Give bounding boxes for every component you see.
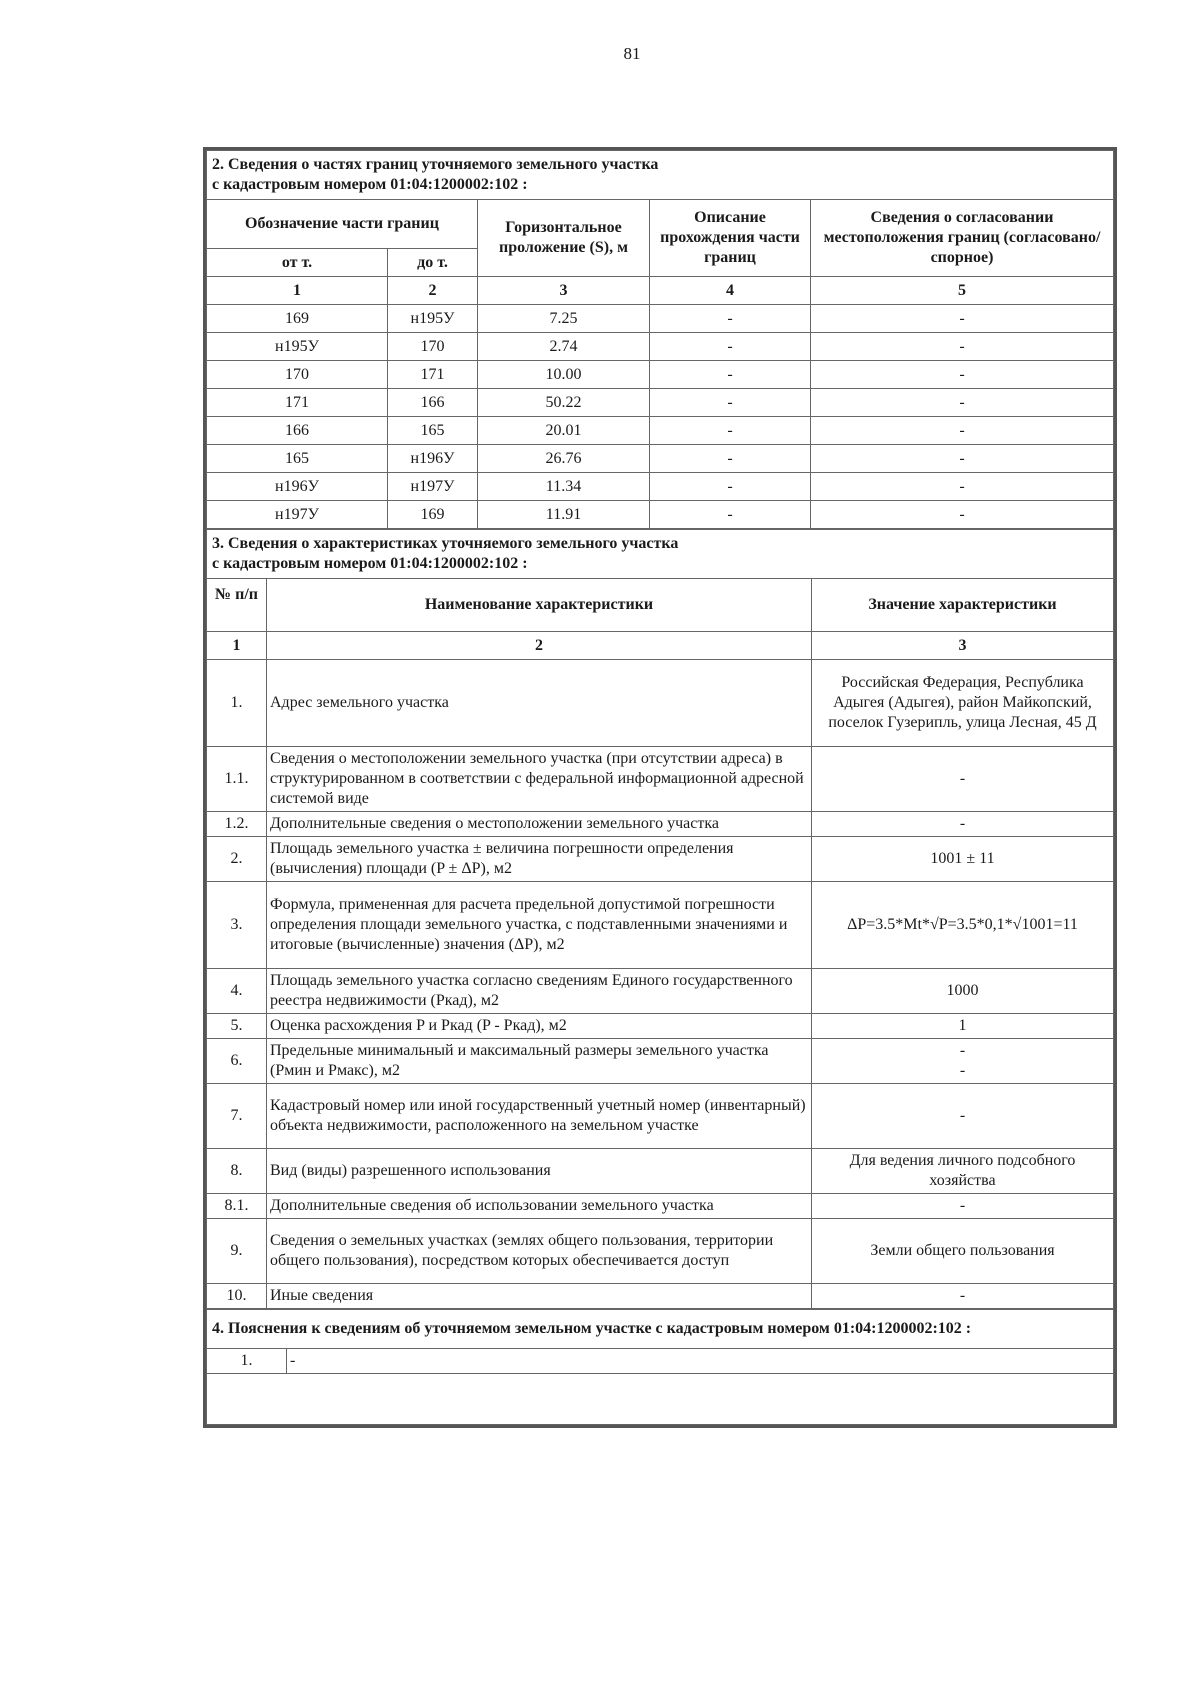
cell-num: 1.1.: [207, 747, 267, 812]
col-number: 2: [267, 632, 812, 660]
cell-to: 169: [388, 501, 478, 529]
col-number: 5: [811, 277, 1114, 305]
section2-title: [207, 151, 1114, 200]
cell-num: 10.: [207, 1284, 267, 1309]
header-horizontal: Горизонтальное проложение (S), м: [478, 200, 650, 277]
header-designation: Обозначение части границ: [207, 200, 478, 249]
cell-from: 171: [207, 389, 388, 417]
cell-num: 3.: [207, 882, 267, 969]
cell-s: 50.22: [478, 389, 650, 417]
cell-s: 7.25: [478, 305, 650, 333]
cell-from: н196У: [207, 473, 388, 501]
cell-value: ΔP=3.5*Mt*√P=3.5*0,1*√1001=11: [812, 882, 1114, 969]
cell-value: Российская Федерация, Республика Адыгея (Адыгея), район Майкопский, поселок Гузерипль, улица Лесная, 45 Д: [812, 660, 1114, 747]
cell-name: Вид (виды) разрешенного использования: [267, 1149, 812, 1194]
cell-agr: -: [811, 389, 1114, 417]
table-row: [207, 812, 1114, 837]
cell-s: 26.76: [478, 445, 650, 473]
cell-from: 170: [207, 361, 388, 389]
cell-name: Площадь земельного участка ± величина погрешности определения (вычисления) площади (P ± ΔP), м2: [267, 837, 812, 882]
table-row: [207, 361, 1114, 389]
cell-desc: -: [650, 501, 811, 529]
cell-to: н195У: [388, 305, 478, 333]
col-number: 4: [650, 277, 811, 305]
cell-name: Формула, примененная для расчета предельной допустимой погрешности определения площади земельного участка, с подставленными значениями и итоговые (вычисленные) значения (ΔP), м2: [267, 882, 812, 969]
cell-agr: -: [811, 417, 1114, 445]
table-row: [207, 389, 1114, 417]
cell-num: 8.: [207, 1149, 267, 1194]
table-row: [207, 882, 1114, 969]
table-row: [207, 660, 1114, 747]
cell-num: 9.: [207, 1219, 267, 1284]
cell-value-min: -: [959, 1042, 966, 1059]
cell-name: Предельные минимальный и максимальный размеры земельного участка (Pмин и Pмакс), м2: [267, 1039, 812, 1084]
header-agreement: Сведения о согласовании местоположения границ (согласовано/спорное): [811, 200, 1114, 277]
table-row: [207, 747, 1114, 812]
cell-from: 166: [207, 417, 388, 445]
table-row: [207, 1084, 1114, 1149]
table-row: [207, 1284, 1114, 1309]
col-number: 1: [207, 277, 388, 305]
table-row: [207, 837, 1114, 882]
cell-name: Дополнительные сведения об использовании земельного участка: [267, 1194, 812, 1219]
cell-from: н195У: [207, 333, 388, 361]
table-row: [207, 333, 1114, 361]
table-row: [207, 1149, 1114, 1194]
cell-s: 10.00: [478, 361, 650, 389]
table-row: [207, 969, 1114, 1014]
section2-title-line2: с кадастровым номером 01:04:1200002:102 :: [212, 176, 528, 193]
header-from: от т.: [207, 249, 388, 277]
cell-agr: -: [811, 361, 1114, 389]
cell-to: 165: [388, 417, 478, 445]
cell-name: Оценка расхождения P и Pкад (P - Pкад), м2: [267, 1014, 812, 1039]
cell-name: Иные сведения: [267, 1284, 812, 1309]
cell-value-max: -: [959, 1062, 966, 1079]
cell-desc: -: [650, 305, 811, 333]
cell-name: Адрес земельного участка: [267, 660, 812, 747]
cell-value: Земли общего пользования: [812, 1219, 1114, 1284]
cell-desc: -: [650, 361, 811, 389]
section4-title: 4. Пояснения к сведениям об уточняемом земельном участке с кадастровым номером 01:04:1200002:102 :: [207, 1310, 1114, 1349]
table-row: [207, 473, 1114, 501]
col-number: 3: [478, 277, 650, 305]
header-to: до т.: [388, 249, 478, 277]
cell-value: -: [812, 747, 1114, 812]
cell-num: 6.: [207, 1039, 267, 1084]
cell-desc: -: [650, 333, 811, 361]
cell-agr: -: [811, 333, 1114, 361]
cell-value: -: [812, 1084, 1114, 1149]
cadastral-document: [203, 147, 1117, 1428]
table-row: [207, 1194, 1114, 1219]
cell-desc: -: [650, 417, 811, 445]
cell-value: -: [812, 1284, 1114, 1309]
cell-name: Дополнительные сведения о местоположении земельного участка: [267, 812, 812, 837]
cell-num: 1.2.: [207, 812, 267, 837]
table-row: [207, 501, 1114, 529]
cell-to: н196У: [388, 445, 478, 473]
cell-value: 1000: [812, 969, 1114, 1014]
cell-to: 166: [388, 389, 478, 417]
cell-from: 169: [207, 305, 388, 333]
cell-value: Для ведения личного подсобного хозяйства: [812, 1149, 1114, 1194]
header-name: Наименование характеристики: [267, 579, 812, 632]
cell-num: 5.: [207, 1014, 267, 1039]
cell-to: 171: [388, 361, 478, 389]
cell-desc: -: [650, 473, 811, 501]
cell-value: -: [812, 812, 1114, 837]
section2-table: [206, 150, 1114, 529]
cell-num: 7.: [207, 1084, 267, 1149]
cell-value: 1001 ± 11: [812, 837, 1114, 882]
cell-value: -: [812, 1194, 1114, 1219]
cell-name: Площадь земельного участка согласно сведениям Единого государственного реестра недвижимости (Pкад), м2: [267, 969, 812, 1014]
cell-desc: -: [650, 389, 811, 417]
col-number: 3: [812, 632, 1114, 660]
cell-to: н197У: [388, 473, 478, 501]
section3-title: [207, 530, 1114, 579]
table-row: [207, 305, 1114, 333]
empty-row: [207, 1374, 1114, 1425]
cell-value: 1: [812, 1014, 1114, 1039]
cell-from: н197У: [207, 501, 388, 529]
header-description: Описание прохождения части границ: [650, 200, 811, 277]
table-row: [207, 445, 1114, 473]
cell-s: 2.74: [478, 333, 650, 361]
section2-title-line1: 2. Сведения о частях границ уточняемого земельного участка: [212, 156, 659, 173]
cell-agr: -: [811, 305, 1114, 333]
section3-title-line2: с кадастровым номером 01:04:1200002:102 :: [212, 555, 528, 572]
cell-desc: -: [650, 445, 811, 473]
table-row: [207, 1014, 1114, 1039]
cell-agr: -: [811, 501, 1114, 529]
cell-num: 1.: [207, 660, 267, 747]
cell-to: 170: [388, 333, 478, 361]
section3-title-line1: 3. Сведения о характеристиках уточняемого земельного участка: [212, 535, 679, 552]
header-num: № п/п: [207, 579, 267, 632]
page-number: 81: [623, 44, 641, 63]
col-number: 1: [207, 632, 267, 660]
cell-s: 11.34: [478, 473, 650, 501]
cell-text: -: [287, 1349, 1114, 1374]
cell-s: 11.91: [478, 501, 650, 529]
cell-agr: -: [811, 445, 1114, 473]
cell-num: 1.: [207, 1349, 287, 1374]
cell-num: 8.1.: [207, 1194, 267, 1219]
section3-table: [206, 529, 1114, 1309]
cell-s: 20.01: [478, 417, 650, 445]
table-row: [207, 1349, 1114, 1374]
cell-name: Кадастровый номер или иной государственный учетный номер (инвентарный) объекта недвижимости, расположенного на земельном участке: [267, 1084, 812, 1149]
cell-name: Сведения о земельных участках (землях общего пользования, территории общего пользования), посредством которых обеспечивается доступ: [267, 1219, 812, 1284]
col-number: 2: [388, 277, 478, 305]
cell-value: [812, 1039, 1114, 1084]
cell-num: 2.: [207, 837, 267, 882]
table-row: [207, 417, 1114, 445]
cell-from: 165: [207, 445, 388, 473]
cell-name: Сведения о местоположении земельного участка (при отсутствии адреса) в структурированном в соответствии с федеральной информационной адресной системой виде: [267, 747, 812, 812]
cell-num: 4.: [207, 969, 267, 1014]
table-row: [207, 1219, 1114, 1284]
section4-table: [206, 1309, 1114, 1425]
table-row: [207, 1039, 1114, 1084]
cell-agr: -: [811, 473, 1114, 501]
header-value: Значение характеристики: [812, 579, 1114, 632]
empty-cell: [207, 1374, 1114, 1425]
